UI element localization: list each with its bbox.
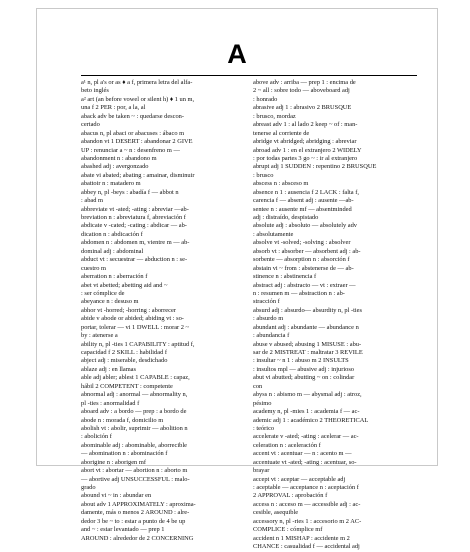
entry-line: certado — [81, 121, 100, 129]
entry-line: abject adj : miserable, desdichado — [81, 357, 168, 365]
entry-line: accelerate v -ated; -ating : acelerar — ac- — [253, 433, 359, 441]
entry-line: abound vi ~ in : abundar en — [81, 492, 152, 500]
entry-line: CHANCE : casualidad f — accidental adj — [253, 543, 360, 551]
entry-line: capacidad f 2 SKILL : habilidad f — [81, 349, 168, 356]
entry-line: : honrado — [253, 95, 278, 103]
entry-line: accent vt : acentuar — n : acento m — — [253, 450, 352, 458]
entry-line: abbey n, pl -beys : abadía f — abbot n — [81, 188, 179, 196]
entry-line: dedor 3 be ~ to : estar a punto de 4 be up — [81, 517, 186, 525]
entry-line: absolute adj : absoluto — absolutely adv — [253, 222, 358, 230]
entry-line: absorb vt : absorber — absorbent adj : ab- — [253, 247, 361, 255]
entry-line: ability n, pl -ties 1 CAPABILITY : aptitud f, — [81, 340, 195, 348]
entry-line: abduct vt : secuestrar — abduction n : se- — [81, 256, 188, 264]
entry-line: : ser cómplice de — [81, 289, 125, 297]
entry-line: abandonment n : abandono m — [81, 154, 157, 162]
entry-line: abyss n : abismo m — abysmal adj : atroz, — [253, 391, 362, 399]
entry-line: about adv 1 APPROXIMATELY : aproxima- — [81, 500, 196, 508]
entry-line: : aceptable — acceptance n : aceptación f — [253, 484, 359, 491]
entry-line: damente, más o menos 2 AROUND : alre- — [81, 509, 190, 517]
entry-line: abode n : morada f, domicilio m — [81, 416, 164, 424]
entry-line: abate vi abated; abating : amainar, disminuir — [81, 171, 195, 179]
entry-line: absence n 1 : ausencia f 2 LACK : falta f, — [253, 188, 359, 196]
entry-line: absolve vt -solved; -solving : absolver — [253, 239, 351, 247]
entry-line: accentuate vt -ated; -ating : acentuar, so- — [253, 458, 357, 466]
entry-line: abominable adj : abominable, aborrecible — [81, 441, 187, 449]
entry-line: abut vi abutted; abutting ~ on : colindar — [253, 374, 355, 382]
entry-line: abrupt adj 1 SUDDEN : repentino 2 BRUSQUE — [253, 163, 377, 171]
entry-line: abscess n : absceso m — [253, 180, 309, 188]
left-column — [81, 79, 245, 542]
entry-line: abbreviate vt -ated; -ating : abreviar —ab- — [81, 205, 189, 213]
entry-line: abundant adj : abundante — abundance n — [253, 323, 359, 331]
entry-line: academy n, pl -mies 1 : academia f — ac- — [253, 408, 360, 416]
entry-line: abeyance n : desuso m — [81, 298, 139, 306]
entry-line: abet vt abetted; abetting aid and ~ — [81, 281, 168, 289]
entry-line: abstract adj : abstracto — vt : extraer — — [253, 281, 356, 289]
entry-line: adj : distraído, despistado — [253, 214, 319, 221]
entry-line: abroad adv 1 : en el extranjero 2 WIDELY — [253, 146, 362, 154]
entry-line: portar, tolerar — vi 1 DWELL : morar 2 ~ — [81, 323, 190, 331]
entry-line: stracción f — [253, 298, 280, 306]
entry-line: : teórico — [253, 424, 275, 432]
entry-line: aboard adv : a bordo — prep : a bordo de — [81, 408, 187, 416]
entry-line: absurd adj : absurdo— absurdity n, pl -ties — [253, 306, 362, 314]
entry-line: con — [253, 382, 263, 390]
header-rule — [81, 75, 417, 76]
entry-line: dominal adj : abdominal — [81, 247, 144, 255]
entry-line: able adj abler; ablest 1 CAPABLE : capaz, — [81, 374, 190, 382]
entry-line: a² art (an before vowel or silent h) ♦ 1 un m, — [81, 95, 195, 103]
entry-line: and ~ : estar levantado — prep 1 — [81, 526, 165, 534]
entry-line: pl -ties : anormalidad f — [81, 399, 140, 407]
entry-line: hábil 2 COMPETENT : competente — [81, 382, 173, 390]
entry-line: accessory n, pl -ries 1 : accesorio m 2 AC- — [253, 517, 362, 525]
entry-line: sar de 2 MISTREAT : maltratar 3 REVILE — [253, 349, 363, 356]
entry-line: beto inglés — [81, 87, 109, 95]
entry-line: aborigine n : aborigen mf — [81, 458, 146, 466]
entry-line: abreast adv 1 : al lado 2 keep ~ of : man- — [253, 121, 358, 129]
entry-line: : absurdo m — [253, 315, 284, 323]
entry-line: : insultar ~ n 1 : abuso m 2 INSULTS — [253, 357, 349, 365]
entry-line: brayar — [253, 467, 270, 475]
entry-line: tenerse al corriente de — [253, 129, 310, 137]
entry-line: abridge vt abridged; abridging : abreviar — [253, 138, 357, 146]
entry-line: — abortive adj UNSUCCESSFUL : malo- — [81, 475, 190, 483]
entry-line: a¹ n, pl a's or as ♦ a f, primera letra del alfa- — [81, 79, 193, 86]
entry-line: : abolición f — [81, 433, 112, 441]
entry-line: ademic adj 1 : académico 2 THEORETICAL — [253, 416, 369, 424]
entry-line: accident n 1 MISHAP : accidente m 2 — [253, 534, 350, 542]
entry-line: : insultos mpl — abusive adj : injurioso — [253, 365, 355, 373]
entry-line: abdicate v -cated; -cating : abdicar — ab- — [81, 222, 187, 230]
entry-line: abdomen n : abdomen m, vientre m — ab- — [81, 239, 190, 247]
entry-line: una f 2 PER : por, a la, al — [81, 104, 146, 112]
entry-line: abhor vt -horred; -horring : aborrecer — [81, 306, 176, 314]
entry-line: COMPLICE : cómplice mf — [253, 526, 323, 534]
entry-line: : abad m — [81, 197, 104, 205]
entry-line: abuse v abused; abusing 1 MISUSE : abu- — [253, 340, 362, 348]
entry-line: : abundancia f — [253, 332, 290, 340]
entry-columns — [81, 79, 417, 551]
entry-line: dication n : abdicación f — [81, 230, 143, 238]
entry-line: abnormal adj : anormal — abnormality n, — [81, 391, 188, 399]
entry-line: pésimo — [253, 399, 272, 407]
entry-line: : brusco, mordaz — [253, 112, 296, 120]
entry-line: celeration n : aceleración f — [253, 441, 321, 449]
entry-line: abattoir n : matadero m — [81, 180, 141, 188]
entry-line: abrasive adj 1 : abrasivo 2 BRUSQUE — [253, 104, 352, 112]
section-letter: A — [227, 39, 247, 69]
entry-line: carencia f — absent adj : ausente —ab- — [253, 197, 354, 205]
entry-line: abstain vi ~ from : abstenerse de — ab- — [253, 264, 354, 272]
entry-line: 2 ~ all : sobre todo — aboveboard adj — [253, 87, 350, 95]
entry-line: cesible, asequible — [253, 509, 299, 517]
entry-line: ablaze adj : en llamas — [81, 365, 137, 373]
entry-line: : por todas partes 3 go ~ : ir al extranjero — [253, 154, 358, 162]
entry-line: sentee n : ausente mf — absentminded — [253, 205, 352, 213]
entry-line: abandon vt 1 DESERT : abandonar 2 GIVE — [81, 138, 193, 146]
entry-line: abide v abode or abided; abiding vt : so- — [81, 315, 184, 323]
entry-line: n : resumen m — abstraction n : ab- — [253, 289, 345, 297]
dictionary-page — [36, 8, 438, 551]
entry-line: : absolutamente — [253, 230, 294, 238]
entry-line: AROUND : alrededor de 2 CONCERNING — [81, 534, 194, 542]
entry-line: grado — [81, 484, 96, 491]
entry-line: sorbente — absorption n : absorción f — [253, 256, 350, 264]
entry-line: abort vt : abortar — abortion n : aborto m — [81, 467, 188, 475]
entry-line: abashed adj : avergonzado — [81, 163, 149, 171]
entry-line: aberration n : aberración f — [81, 273, 148, 281]
entry-line: abacus n, pl abaci or abacuses : ábaco m — [81, 129, 185, 137]
entry-line: stinence n : abstinencia f — [253, 273, 317, 281]
entry-line: UP : renunciar a ~ n : desenfreno m — — [81, 146, 180, 154]
entry-line: aback adv be taken ~ : quedarse descon- — [81, 112, 184, 120]
entry-line: access n : acceso m — accessible adj : ac- — [253, 500, 361, 508]
entry-line: cuestro m — [81, 264, 107, 272]
entry-line: 2 APPROVAL : aprobación f — [253, 492, 328, 500]
entry-line: breviation n : abreviatura f, abreviación f — [81, 214, 186, 221]
entry-line: by : atenerse a — [81, 332, 118, 340]
entry-line: : brusco — [253, 171, 274, 179]
entry-line: accept vt : aceptar — acceptable adj — [253, 475, 346, 483]
entry-line: — abomination n : abominación f — [81, 450, 168, 458]
entry-line: abolish vt : abolir, suprimir — abolition n — [81, 424, 188, 432]
right-column — [253, 79, 417, 551]
entry-line: above adv : arriba — prep 1 : encima de — [253, 79, 356, 86]
